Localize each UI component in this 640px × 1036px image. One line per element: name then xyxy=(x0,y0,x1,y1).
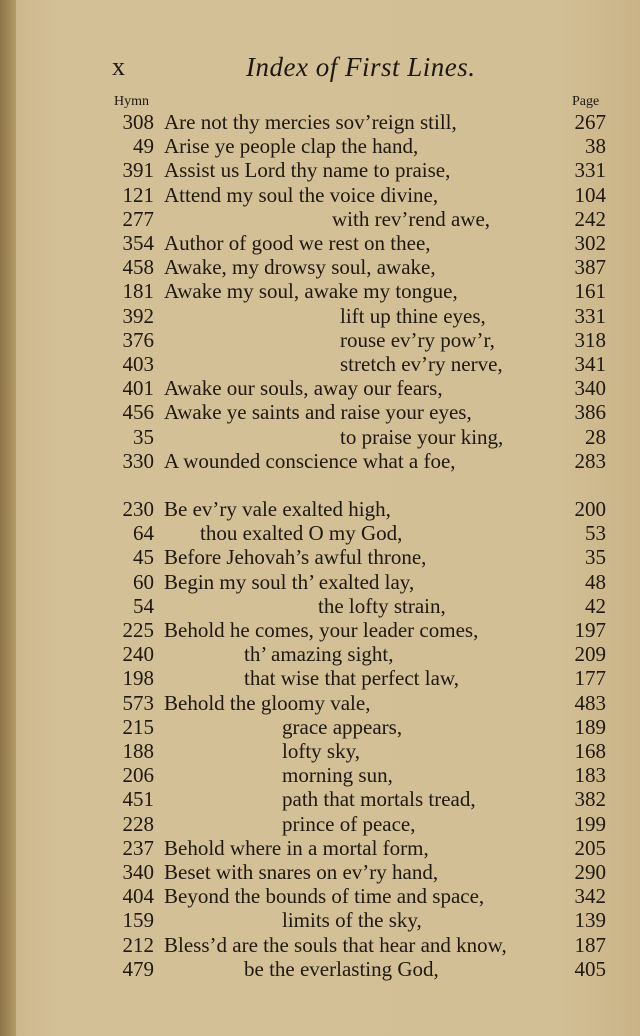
index-entry xyxy=(0,666,640,690)
index-entry xyxy=(0,497,640,521)
index-entry xyxy=(0,255,640,279)
first-line-text: that wise that perfect law, xyxy=(244,666,459,691)
index-entry xyxy=(0,715,640,739)
page-reference: 382 xyxy=(574,787,606,812)
page-reference: 387 xyxy=(574,255,606,280)
index-entry xyxy=(0,570,640,594)
page-reference: 341 xyxy=(574,352,606,376)
index-entry xyxy=(0,376,640,400)
hymn-number: 479 xyxy=(122,956,154,981)
first-line-text: morning sun, xyxy=(282,763,393,788)
first-line-text: limits of the sky, xyxy=(282,908,422,933)
index-entry xyxy=(0,425,640,449)
first-line-text: Beyond the bounds of time and space, xyxy=(164,884,485,909)
index-entry xyxy=(0,787,640,811)
page-reference: 177 xyxy=(574,666,606,691)
index-entry xyxy=(0,207,640,231)
page-reference: 242 xyxy=(574,206,606,231)
first-line-text: Beset with snares on ev’ry hand, xyxy=(164,860,439,884)
page-reference: 483 xyxy=(574,690,606,715)
hymn-number: 391 xyxy=(122,158,154,183)
page-reference: 331 xyxy=(574,303,606,328)
page-reference: 168 xyxy=(574,739,606,763)
index-entry xyxy=(0,618,640,642)
index-entry xyxy=(0,521,640,545)
page-reference: 342 xyxy=(574,884,606,909)
index-entry xyxy=(0,642,640,666)
first-line-text: Assist us Lord thy name to praise, xyxy=(164,158,451,183)
hymn-number: 376 xyxy=(122,327,154,352)
first-line-text: rouse ev’ry pow’r, xyxy=(340,327,495,352)
index-entry xyxy=(0,279,640,303)
first-line-text: path that mortals tread, xyxy=(282,787,476,812)
first-line-text: Behold he comes, your leader comes, xyxy=(164,618,479,642)
page-reference: 386 xyxy=(574,400,606,425)
hymn-number: 60 xyxy=(133,569,154,594)
page-reference: 28 xyxy=(585,424,606,449)
index-entry xyxy=(0,763,640,787)
hymn-number: 354 xyxy=(122,231,154,255)
hymn-number: 228 xyxy=(122,811,154,836)
first-line-text: Behold the gloomy vale, xyxy=(164,690,371,715)
first-line-text: Author of good we rest on thee, xyxy=(164,231,431,255)
index-entry xyxy=(0,183,640,207)
page-reference: 187 xyxy=(574,932,606,957)
index-entry xyxy=(0,836,640,860)
hymn-number: 330 xyxy=(122,448,154,473)
hymn-number: 49 xyxy=(133,134,154,159)
hymn-number: 215 xyxy=(122,714,154,739)
index-entry xyxy=(0,860,640,884)
first-line-text: grace appears, xyxy=(282,714,403,739)
index-entry xyxy=(0,352,640,376)
index-entry xyxy=(0,739,640,763)
page-reference: 53 xyxy=(585,521,606,546)
first-line-text: Awake my soul, awake my tongue, xyxy=(164,279,458,304)
hymn-number: 181 xyxy=(122,279,154,304)
index-entry xyxy=(0,134,640,158)
first-line-text: Behold where in a mortal form, xyxy=(164,835,429,860)
hymn-number: 230 xyxy=(122,497,154,521)
page-reference: 283 xyxy=(574,448,606,473)
first-line-text: Before Jehovah’s awful throne, xyxy=(164,545,427,570)
hymn-number: 188 xyxy=(122,739,154,763)
hymn-number: 35 xyxy=(133,424,154,449)
hymn-number: 277 xyxy=(122,206,154,231)
first-line-text: stretch ev’ry nerve, xyxy=(340,352,503,376)
index-entry xyxy=(0,158,640,182)
page-reference: 200 xyxy=(574,497,606,521)
first-line-text: lift up thine eyes, xyxy=(340,303,486,328)
index-entry xyxy=(0,304,640,328)
hymn-number: 212 xyxy=(122,932,154,957)
first-line-text: be the everlasting God, xyxy=(244,956,439,981)
hymn-number: 392 xyxy=(122,303,154,328)
hymn-number: 159 xyxy=(122,908,154,933)
first-line-text: with rev’rend awe, xyxy=(332,206,491,231)
page-reference: 48 xyxy=(585,569,606,594)
first-line-text: Are not thy mercies sov’reign still, xyxy=(164,110,457,134)
index-entry xyxy=(0,691,640,715)
first-line-text: Bless’d are the souls that hear and know, xyxy=(164,932,507,957)
first-line-text: A wounded conscience what a foe, xyxy=(164,448,456,473)
hymn-number: 64 xyxy=(133,521,154,546)
first-line-text: th’ amazing sight, xyxy=(244,642,394,667)
page-reference: 205 xyxy=(574,835,606,860)
index-entry xyxy=(0,933,640,957)
first-line-text: Begin my soul th’ exalted lay, xyxy=(164,569,415,594)
page-reference: 290 xyxy=(574,860,606,884)
hymn-number: 206 xyxy=(122,763,154,788)
page-reference: 104 xyxy=(574,182,606,207)
page-header xyxy=(0,52,640,88)
page-reference: 340 xyxy=(574,376,606,401)
page-reference: 405 xyxy=(574,956,606,981)
hymn-number: 198 xyxy=(122,666,154,691)
index-entry xyxy=(0,908,640,932)
page-column-heading: Page xyxy=(572,94,600,109)
hymn-number: 237 xyxy=(122,835,154,860)
hymn-number: 404 xyxy=(122,884,154,909)
page-reference: 161 xyxy=(574,279,606,304)
first-line-text: Attend my soul the voice divine, xyxy=(164,182,439,207)
index-entry xyxy=(0,328,640,352)
first-line-text: lofty sky, xyxy=(282,739,360,763)
page-reference: 197 xyxy=(574,618,606,642)
hymn-number: 45 xyxy=(133,545,154,570)
index-entry xyxy=(0,545,640,569)
hymn-number: 225 xyxy=(122,618,154,642)
hymn-number: 573 xyxy=(122,690,154,715)
page-reference: 42 xyxy=(585,593,606,618)
page-reference: 318 xyxy=(574,327,606,352)
page-number: x xyxy=(112,52,126,81)
hymn-number: 458 xyxy=(122,255,154,280)
page-reference: 189 xyxy=(574,714,606,739)
first-line-text: Awake our souls, away our fears, xyxy=(164,376,443,401)
first-line-text: Arise ye people clap the hand, xyxy=(164,134,419,159)
index-entry xyxy=(0,812,640,836)
first-line-text: to praise your king, xyxy=(340,424,504,449)
hymn-number: 121 xyxy=(122,182,154,207)
page-reference: 267 xyxy=(574,110,606,134)
index-entry xyxy=(0,884,640,908)
page-title: Index of First Lines. xyxy=(246,52,476,82)
first-line-text: Awake, my drowsy soul, awake, xyxy=(164,255,436,280)
page-reference: 35 xyxy=(585,545,606,570)
index-entry xyxy=(0,110,640,134)
page-reference: 139 xyxy=(574,908,606,933)
hymn-number: 308 xyxy=(122,110,154,134)
page-reference: 302 xyxy=(574,231,606,255)
page-reference: 331 xyxy=(574,158,606,183)
page-reference: 38 xyxy=(585,134,606,159)
hymn-number: 456 xyxy=(122,400,154,425)
first-line-text: Awake ye saints and raise your eyes, xyxy=(164,400,472,425)
index-entry xyxy=(0,594,640,618)
first-line-text: the lofty strain, xyxy=(318,593,446,618)
first-line-text: thou exalted O my God, xyxy=(200,521,403,546)
page-reference: 209 xyxy=(574,642,606,667)
index-entry xyxy=(0,231,640,255)
index-entry xyxy=(0,400,640,424)
hymn-number: 240 xyxy=(122,642,154,667)
index-entry xyxy=(0,449,640,473)
first-line-text: prince of peace, xyxy=(282,811,416,836)
index-entry xyxy=(0,957,640,981)
hymn-column-heading: Hymn xyxy=(114,94,149,109)
hymn-number: 451 xyxy=(122,787,154,812)
first-line-text: Be ev’ry vale exalted high, xyxy=(164,497,391,521)
hymn-number: 401 xyxy=(122,376,154,401)
hymn-number: 340 xyxy=(122,860,154,884)
hymn-number: 54 xyxy=(133,593,154,618)
page-reference: 183 xyxy=(574,763,606,788)
hymn-number: 403 xyxy=(122,352,154,376)
page-reference: 199 xyxy=(574,811,606,836)
